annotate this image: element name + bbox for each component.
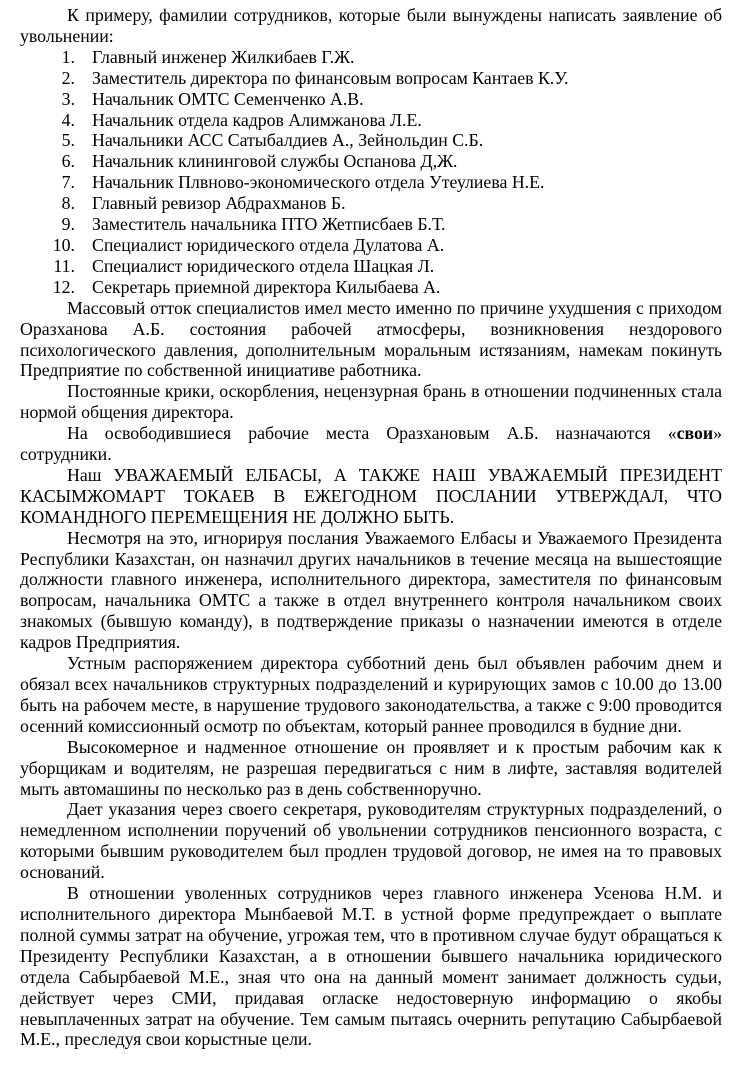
text-segment: » сотрудники.: [20, 423, 722, 465]
paragraph: [20, 799, 722, 883]
list-item: [20, 47, 722, 68]
list-item: [20, 277, 722, 298]
list-item-text: Главный инженер Жилкибаев Г.Ж.: [92, 46, 355, 67]
list-item-number: 9.: [61, 214, 75, 235]
list-item-number: 8.: [61, 193, 75, 214]
employee-numbered-list: [20, 47, 722, 298]
paragraph: [20, 423, 722, 465]
list-item: [20, 110, 722, 131]
list-item: [20, 130, 722, 151]
list-item: [20, 193, 722, 214]
list-item-number: 7.: [61, 172, 75, 193]
list-item-number: 11.: [53, 255, 75, 276]
paragraph: [20, 883, 722, 1050]
text-segment: Постоянные крики, оскорбления, нецензурная брань в отношении подчиненных стала нормой общения директора.: [20, 381, 722, 423]
text-segment: В отношении уволенных сотрудников через главного инженера Усенова Н.М. и исполнительного директора Мынбаевой М.Т. в устной форме предупреждает о выплате полной суммы затрат на обучение, угрожая тем, что в противном случае будут обращаться к Президенту Республики Казахстан, а в отношении бывшего начальника юридического отдела Сабырбаевой М.Е., зная что она на данный момент занимает должность судьи, действует через СМИ, придавая огласке недостоверную информацию о якобы невыплаченных затрат на обучение. Тем самым пытаясь очернить репутацию Сабырбаевой М.Е., преследуя свои корыстные цели.: [20, 883, 722, 1050]
list-item-text: Заместитель директора по финансовым вопросам Кантаев К.У.: [92, 67, 569, 88]
list-item-number: 2.: [61, 67, 75, 88]
text-segment: Наш УВАЖАЕМЫЙ ЕЛБАСЫ, А ТАКЖЕ НАШ УВАЖАЕМЫЙ ПРЕЗИДЕНТ КАСЫМЖОМАРТ ТОКАЕВ В ЕЖЕГОДНОМ ПОСЛАНИИ УТВЕРЖДАЛ, ЧТО КОМАНДНОГО ПЕРЕМЕЩЕНИЯ НЕ ДОЛЖНО БЫТЬ.: [20, 464, 722, 527]
paragraph: [20, 653, 722, 737]
list-item-text: Специалист юридического отдела Шацкая Л.: [92, 255, 435, 276]
list-item-text: Главный ревизор Абдрахманов Б.: [92, 193, 346, 214]
list-item: [20, 235, 722, 256]
intro-paragraph: К примеру, фамилии сотрудников, которые были вынуждены написать заявление об увольнении:: [20, 5, 722, 46]
text-segment: Устным распоряжением директора субботний день был объявлен рабочим днем и обязал всех начальников структурных подразделений и курирующих замов с 10.00 до 13.00 быть на рабочем месте, в нарушение трудового законодательства, а также с 9:00 проводится осенний комиссионный осмотр по объектам, который раннее проводился в будние дни.: [20, 653, 722, 736]
paragraph: [20, 298, 722, 382]
list-item-text: Начальник отдела кадров Алимжанова Л.Е.: [92, 109, 422, 130]
body-paragraphs: [20, 298, 722, 1051]
paragraph: [20, 528, 722, 653]
text-segment: Дает указания через своего секретаря, руководителям структурных подразделений, о немедленном исполнении поручений об увольнении сотрудников пенсионного возраста, с которыми бывшим руководителем был продлен трудовой договор, не имея на то правовых оснований.: [20, 799, 722, 883]
list-item-text: Начальники АСС Сатыбалдиев А., Зейнольдин С.Б.: [92, 130, 484, 151]
list-item: [20, 89, 722, 110]
list-item: [20, 214, 722, 235]
paragraph: [20, 381, 722, 423]
text-segment: Высокомерное и надменное отношение он проявляет и к простым рабочим как к уборщикам и водителям, не разрешая передвигаться с ним в лифте, заставляя водителей мыть автомашины по несколько раз в день собственноручно.: [20, 736, 722, 799]
list-item-text: Начальник Плвново-экономического отдела Утеулиева Н.Е.: [92, 172, 545, 193]
list-item: [20, 172, 722, 193]
list-item-text: Начальник клининговой службы Оспанова Д,Ж.: [92, 151, 458, 172]
list-item: [20, 151, 722, 172]
text-segment: На освободившиеся рабочие места Оразхановым А.Б. назначаются «: [67, 423, 677, 444]
list-item-number: 1.: [61, 46, 75, 67]
list-item: [20, 68, 722, 89]
list-item-number: 3.: [61, 88, 75, 109]
text-segment: Массовый отток специалистов имел место именно по причине ухудшения с приходом Оразханова А.Б. состояния рабочей атмосферы, возникновения нездорового психологического давления, дополнительным моральным истязаниям, намекам покинуть Предприятие по собственной инициативе работника.: [20, 297, 722, 381]
paragraph: [20, 737, 722, 800]
list-item-number: 6.: [61, 151, 75, 172]
list-item-text: Заместитель начальника ПТО Жетписбаев Б.Т.: [92, 214, 446, 235]
list-item-text: Специалист юридического отдела Дулатова А.: [92, 234, 445, 255]
list-item-text: Секретарь приемной директора Килыбаева А.: [92, 276, 441, 297]
text-segment: Несмотря на это, игнорируя послания Уважаемого Елбасы и Уважаемого Президента Республики Казахстан, он назначил других начальников в течение месяца на вышестоящие должности главного инженера, исполнительного директора, заместителя по финансовым вопросам, начальника ОМТС а также в отдел внутреннего контроля начальником своих знакомых (бывшую команду), в подтверждение приказы о назначении имеются в отделе кадров Предприятия.: [20, 527, 722, 653]
list-item-number: 5.: [61, 130, 75, 151]
list-item-number: 4.: [61, 109, 75, 130]
bold-text: свои: [676, 423, 714, 444]
list-item: [20, 256, 722, 277]
list-item-number: 12.: [52, 276, 75, 297]
paragraph: [20, 465, 722, 528]
list-item-number: 10.: [52, 234, 75, 255]
list-item-text: Начальник ОМТС Семенченко А.В.: [92, 88, 364, 109]
